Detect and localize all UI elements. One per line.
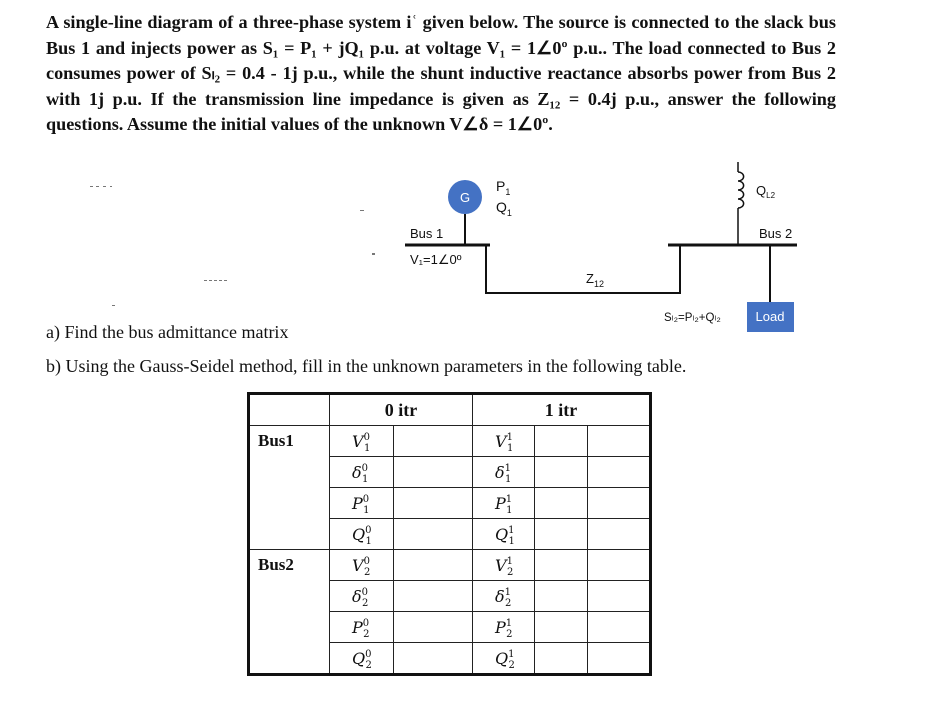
- iteration-superscript: 1: [508, 524, 515, 536]
- bus-subscript: 1: [363, 442, 371, 454]
- value-cell-1-itr[interactable]: [535, 457, 588, 488]
- value-cell-1-itr[interactable]: [535, 488, 588, 519]
- value-cell-0-itr[interactable]: [394, 643, 473, 675]
- iteration-superscript: 1: [504, 586, 512, 598]
- value-cell-1-itr[interactable]: [535, 612, 588, 643]
- header-0-itr: 0 itr: [330, 394, 473, 426]
- variable-label: [330, 519, 394, 550]
- bus-cell: [249, 488, 330, 519]
- bus-subscript: 1: [508, 535, 515, 547]
- bus-cell: [249, 612, 330, 643]
- variable-symbol: P: [352, 617, 363, 637]
- value-cell-1-itr[interactable]: [535, 426, 588, 457]
- variable-label: [473, 612, 535, 643]
- iteration-superscript: 0: [363, 431, 370, 443]
- variable-symbol: P: [495, 493, 506, 513]
- bus-subscript: 2: [508, 659, 515, 671]
- table-row: [249, 488, 651, 519]
- variable-symbol: Q: [352, 524, 366, 544]
- bus-subscript: 2: [365, 659, 372, 671]
- extra-cell: [588, 488, 651, 519]
- load-label: Load: [755, 309, 785, 324]
- value-cell-0-itr[interactable]: [394, 581, 473, 612]
- table-row: [249, 612, 651, 643]
- iteration-superscript: 0: [363, 555, 370, 567]
- iteration-superscript: 1: [505, 493, 513, 505]
- table-row: [249, 519, 651, 550]
- table-row: [249, 581, 651, 612]
- variable-label: [473, 550, 535, 581]
- bus-subscript: 2: [505, 597, 512, 609]
- extra-cell: [588, 519, 651, 550]
- variable-label: [473, 643, 535, 675]
- extra-cell: [588, 550, 651, 581]
- transmission-line: [486, 245, 680, 293]
- bus-subscript: 2: [506, 566, 514, 578]
- variable-symbol: V: [495, 555, 507, 575]
- variable-label: [330, 612, 394, 643]
- iteration-superscript: 1: [508, 648, 515, 660]
- variable-label: [473, 581, 535, 612]
- table-header-row: [249, 394, 651, 426]
- variable-label: [330, 643, 394, 675]
- variable-label: [330, 581, 394, 612]
- extra-cell: [588, 612, 651, 643]
- bus-subscript: 2: [506, 628, 513, 640]
- generator-label: G: [459, 190, 471, 205]
- variable-symbol: δ: [352, 462, 362, 482]
- value-cell-1-itr[interactable]: [535, 643, 588, 675]
- value-cell-1-itr[interactable]: [535, 550, 588, 581]
- variable-symbol: V: [495, 431, 507, 451]
- table-row: [249, 457, 651, 488]
- table-row: [249, 426, 651, 457]
- iteration-superscript: 0: [362, 617, 370, 629]
- background-artifacts: [90, 186, 375, 306]
- single-line-diagram: [0, 0, 944, 340]
- value-cell-1-itr[interactable]: [535, 581, 588, 612]
- iteration-superscript: 0: [365, 524, 372, 536]
- iteration-superscript: 1: [506, 555, 513, 567]
- value-cell-0-itr[interactable]: [394, 426, 473, 457]
- variable-symbol: V: [352, 555, 364, 575]
- extra-cell: [588, 581, 651, 612]
- bus1-label: Bus 1: [410, 226, 444, 241]
- question-b: b) Using the Gauss-Seidel method, fill in the unknown parameters in the following table.: [46, 356, 687, 376]
- value-cell-0-itr[interactable]: [394, 519, 473, 550]
- iteration-superscript: 0: [361, 462, 369, 474]
- table-row: [249, 643, 651, 675]
- bus-cell: [249, 643, 330, 675]
- variable-label: [330, 457, 394, 488]
- variable-symbol: δ: [495, 586, 505, 606]
- bus-subscript: 1: [506, 442, 514, 454]
- bus-cell: [249, 519, 330, 550]
- sl2-label: Sₗ₂=Pₗ₂+Qₗ₂: [664, 312, 721, 324]
- bus-subscript: 2: [363, 628, 370, 640]
- iteration-superscript: 1: [506, 431, 513, 443]
- variable-symbol: P: [495, 617, 506, 637]
- iteration-superscript: 1: [504, 462, 512, 474]
- iteration-superscript: 0: [362, 493, 370, 505]
- q1-label: $Q_1$: [496, 199, 512, 218]
- value-cell-0-itr[interactable]: [394, 457, 473, 488]
- shunt-inductor: [738, 162, 744, 245]
- value-cell-0-itr[interactable]: [394, 612, 473, 643]
- variable-symbol: P: [352, 493, 363, 513]
- gauss-seidel-table: [247, 392, 652, 676]
- header-1-itr: 1 itr: [473, 394, 651, 426]
- variable-label: [473, 519, 535, 550]
- variable-label: [473, 426, 535, 457]
- bus-subscript: 1: [365, 535, 372, 547]
- variable-label: [473, 488, 535, 519]
- extra-cell: [588, 426, 651, 457]
- bus-subscript: 1: [363, 504, 370, 516]
- bus-subscript: 1: [506, 504, 513, 516]
- variable-symbol: Q: [352, 648, 366, 668]
- bus-cell: [249, 581, 330, 612]
- variable-symbol: δ: [495, 462, 505, 482]
- variable-symbol: V: [352, 431, 364, 451]
- extra-cell: [588, 643, 651, 675]
- bus-cell: [249, 457, 330, 488]
- variable-label: [330, 550, 394, 581]
- variable-symbol: δ: [352, 586, 362, 606]
- ql2-label: $Q_{L2}$: [756, 183, 776, 200]
- question-a: a) Find the bus admittance matrix: [46, 322, 289, 342]
- value-cell-0-itr[interactable]: [394, 550, 473, 581]
- p1-label: $P_1$: [496, 178, 511, 197]
- bus-subscript: 1: [505, 473, 512, 485]
- bus-subscript: 2: [362, 597, 369, 609]
- bus2-label: Bus 2: [759, 226, 793, 241]
- bus-subscript: 2: [363, 566, 371, 578]
- problem-statement: A single-line diagram of a three-phase system iʿ given below. The source is connected to the slack bus Bus 1 and injects power as S₁ = P₁ + jQ₁ p.u. at voltage V₁ = 1∠0º p.u.. The load connected to Bus 2 consumes power of Sₗ₂ = 0.4 - 1j p.u., while the shunt inductive reactance absorbs power from Bus 2 with 1j p.u. If the transmission line impedance is given as Z₁₂ = 0.4j p.u., answer the following questions. Assume the initial values of the unknown V∠δ = 1∠0º.: [46, 12, 836, 135]
- iteration-superscript: 1: [505, 617, 513, 629]
- bus1-label: Bus1: [249, 426, 330, 457]
- variable-symbol: Q: [495, 524, 509, 544]
- variable-symbol: Q: [495, 648, 509, 668]
- v1-label: V₁=1∠0º: [410, 252, 462, 267]
- iteration-superscript: 0: [365, 648, 372, 660]
- table-row: [249, 550, 651, 581]
- variable-label: [330, 426, 394, 457]
- variable-label: [473, 457, 535, 488]
- variable-label: [330, 488, 394, 519]
- z12-label: $Z_{12}$: [586, 271, 604, 289]
- bus2-label: Bus2: [249, 550, 330, 581]
- extra-cell: [588, 457, 651, 488]
- iteration-superscript: 0: [361, 586, 369, 598]
- value-cell-1-itr[interactable]: [535, 519, 588, 550]
- bus-subscript: 1: [362, 473, 369, 485]
- value-cell-0-itr[interactable]: [394, 488, 473, 519]
